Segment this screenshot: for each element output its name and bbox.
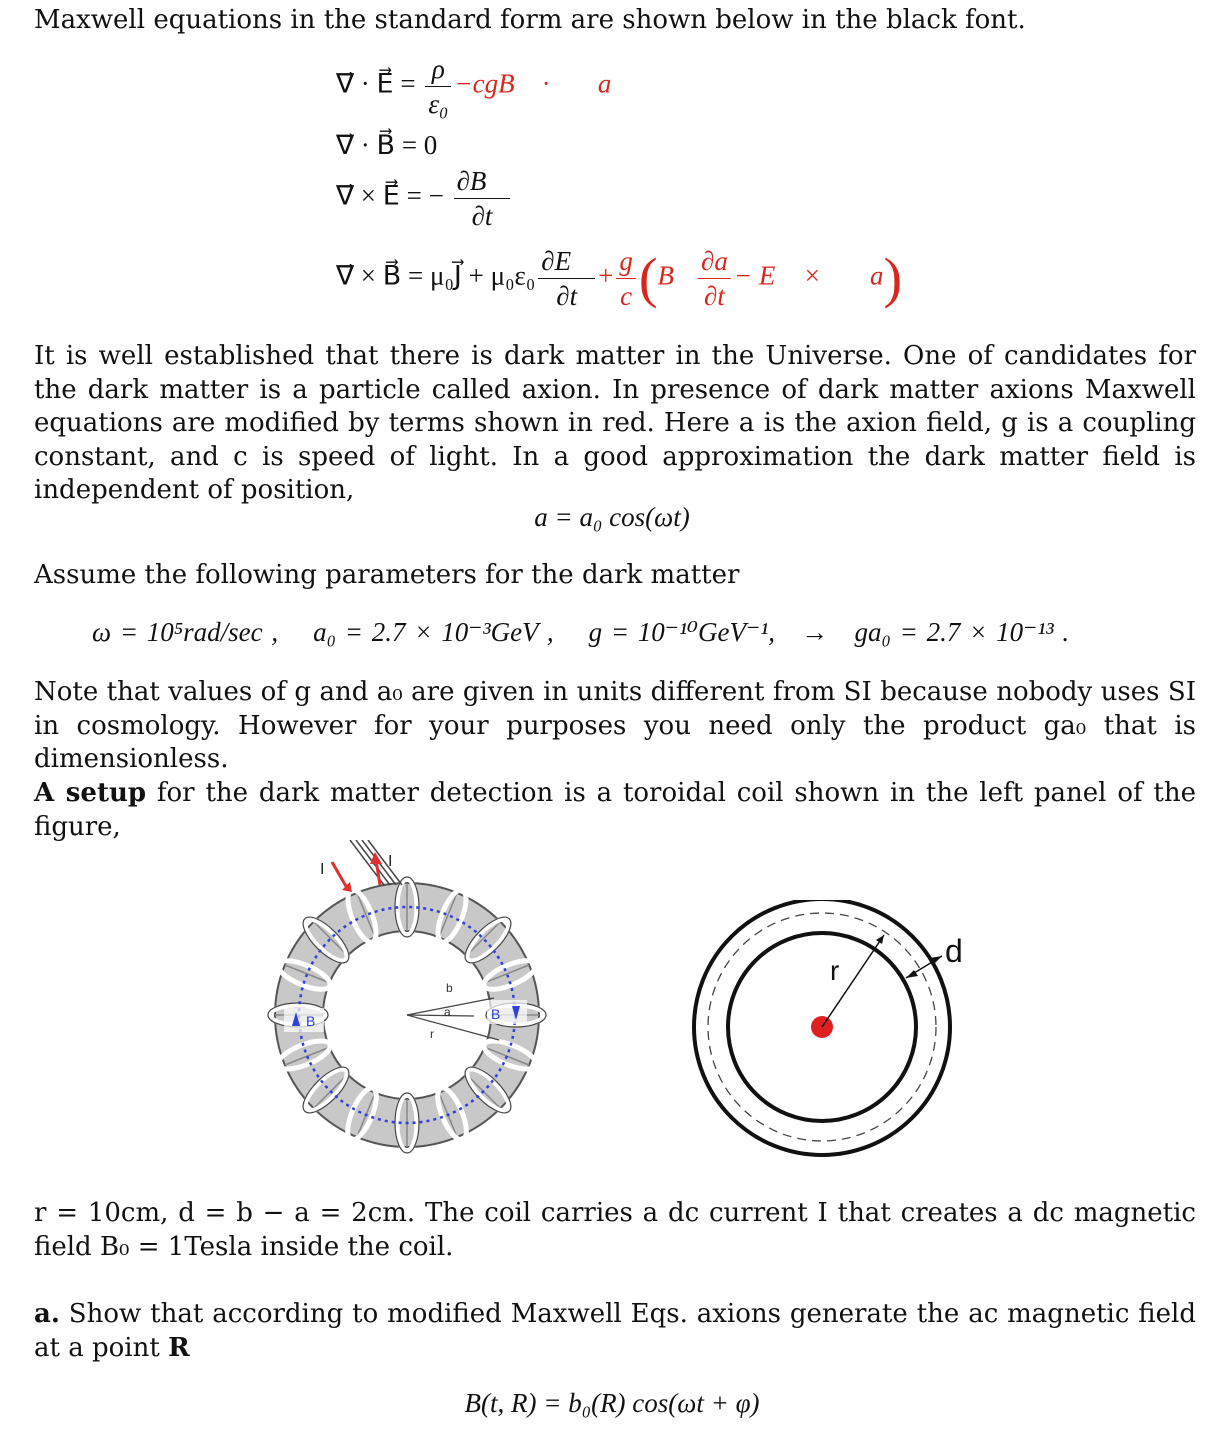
eq4-red-da: ∂a: [698, 244, 731, 279]
equation-faraday: [336, 164, 513, 233]
eq4-left-paren: (: [638, 247, 658, 310]
setup-bold: A setup: [34, 778, 147, 808]
param-a0: a₀ = 2.7 × 10⁻³GeV ,: [313, 617, 554, 647]
label-r-radius: r: [430, 1027, 434, 1041]
eq1-lhs: ∇⃗ · E⃗ =: [336, 68, 416, 99]
paragraph-setup: [34, 777, 1196, 844]
eq1-red-term: −cgB⃗ · ∇⃗a: [454, 68, 612, 99]
paragraph-units-note: Note that values of g and a₀ are given in units different from SI because nobody uses SI in cosmology. However for your purposes you need only the product ga₀ that is dimensionless.: [34, 677, 1196, 774]
label-current-in: I: [320, 861, 325, 878]
question-a-text: Show that according to modified Maxwell Eqs. axions generate the ac magnetic field at a point: [34, 1299, 1196, 1363]
label-d: d: [945, 933, 963, 969]
label-b-left: B: [306, 1013, 316, 1029]
eq4-red-g-over-c: [616, 244, 636, 313]
parameters-line: [92, 617, 1069, 648]
paragraph-geometry: r = 10cm, d = b − a = 2cm. The coil carries a dc current I that creates a dc magnetic field B₀ = 1Tesla inside the coil.: [34, 1198, 1196, 1262]
label-current-out: I: [388, 853, 393, 870]
label-b-right: B: [491, 1006, 501, 1022]
paragraph-axion-intro: It is well established that there is dark matter in the Universe. One of candidates for the dark matter is a particle called axion. In presence of dark matter axions Maxwell equations are modified by terms shown in red. Here a is the axion field, g is a coupling constant, and c is speed of light. In a good approximation the dark matter field is independent of position,: [34, 341, 1196, 505]
param-arrow: →: [801, 617, 829, 647]
eq3-lhs: ∇⃗ × E⃗ = −: [336, 180, 444, 211]
eq1-num: ρ: [425, 52, 451, 87]
label-r: r: [830, 955, 840, 986]
eq4-red-b: B⃗: [657, 260, 695, 291]
paragraph-parameters: Assume the following parameters for the dark matter: [34, 560, 740, 590]
intro-text: Maxwell equations in the standard form are shown below in the black font.: [34, 5, 1026, 35]
eq4-red-dt: ∂t: [704, 281, 725, 311]
eq3-fraction: [454, 164, 511, 233]
equation-ac-field: B(t, R) = b₀(R) cos(ωt + φ): [464, 1388, 760, 1418]
eq3-num: ∂B⃗: [454, 164, 511, 199]
label-a-radius: a: [444, 1005, 451, 1019]
eq4-red-tail: − E⃗ × ∇⃗a: [733, 260, 884, 291]
figure-toroidal-coil: [262, 840, 562, 1160]
equation-ampere: [336, 244, 902, 313]
eq4-den: ∂t: [556, 281, 578, 311]
equation-gauss-electric: [336, 52, 611, 121]
eq4-right-paren: ): [883, 247, 903, 310]
eq4-red-plus: +: [598, 260, 614, 291]
eq4-red-c: c: [620, 281, 633, 311]
eq1-den: ε₀: [428, 89, 449, 119]
label-b-radius: b: [446, 981, 453, 995]
setup-rest: for the dark matter detection is a toroidal coil shown in the left panel of the figure,: [34, 778, 1197, 842]
eq1-fraction: [425, 52, 451, 121]
eq4-num: ∂E⃗: [538, 244, 595, 279]
equation-axion-field: a = a₀ cos(ωt): [534, 502, 690, 532]
param-omega: ω = 10⁵rad/sec ,: [92, 617, 279, 647]
eq3-den: ∂t: [471, 201, 493, 231]
eq4-red-da-dt: [698, 244, 731, 313]
param-ga0: ga₀ = 2.7 × 10⁻¹³ .: [854, 617, 1070, 647]
question-a-point: R: [168, 1332, 190, 1363]
question-a-label: a.: [34, 1299, 60, 1329]
eq4-fraction: [538, 244, 595, 313]
param-g: g = 10⁻¹⁰GeV⁻¹,: [588, 617, 776, 647]
equation-gauss-magnetic: ∇⃗ · B⃗ = 0: [336, 130, 438, 160]
figure-cross-section: [680, 900, 980, 1160]
paragraph-question-a: [34, 1298, 1196, 1365]
eq4-red-g: g: [616, 244, 636, 279]
eq4-lhs: ∇⃗ × B⃗ = μ₀J⃗ + μ₀ε₀: [336, 260, 536, 291]
